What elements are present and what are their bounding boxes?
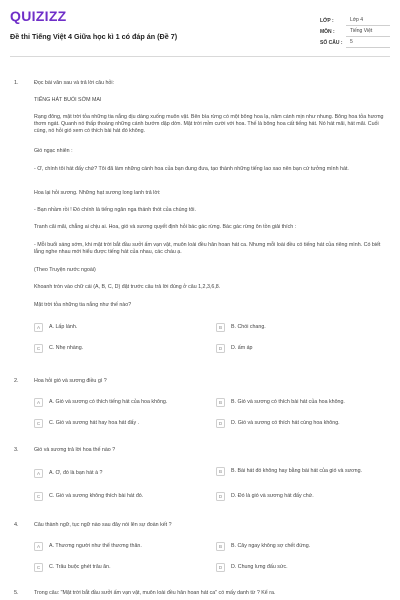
header-divider	[10, 56, 390, 57]
story-paragraph: - Bạn nhầm rồi ! Đó chính là tiếng ngân nga thánh thót của chúng tôi.	[34, 207, 196, 213]
question-number: 1.	[14, 80, 19, 86]
story-title: TIẾNG HÁT BUỔI SỚM MAI	[34, 97, 102, 103]
instructions: Khoanh tròn vào chữ cái (A, B, C, D) đặt trước câu trả lời đúng ở câu 1,2,3,6,8.	[34, 284, 221, 290]
option-text: C. Gió và sương hát hay hoa hát đấy .	[49, 420, 140, 426]
option-text: B. Bài hát đó không hay bằng bài hát của gió và sương.	[231, 468, 362, 474]
option-letter-box: B	[216, 398, 225, 407]
option-letter-box: C	[34, 419, 43, 428]
option-text: C. Trâu buộc ghét trâu ăn.	[49, 564, 111, 570]
option-text: D. Gió và sương có thích hát cùng hoa không.	[231, 420, 340, 426]
option-text: D. Chung lưng đấu sức.	[231, 564, 288, 570]
answer-option-b[interactable]	[216, 467, 390, 476]
option-letter-box: B	[216, 467, 225, 476]
answer-option-c[interactable]	[34, 563, 208, 572]
answer-option-d[interactable]	[216, 419, 390, 428]
option-text: A. Gió và sương có thích tiếng hát của hoa không.	[49, 399, 168, 405]
meta-row-count	[320, 37, 390, 48]
option-text: A. Thương người như thể thương thân.	[49, 543, 142, 549]
story-paragraph: Hoa lại hỏi sương. Những hạt sương long lanh trả lời:	[34, 190, 161, 196]
answer-option-a[interactable]	[34, 398, 208, 407]
answer-option-a[interactable]	[34, 469, 208, 478]
question-number: 2.	[14, 378, 19, 384]
option-letter-box: A	[34, 542, 43, 551]
answer-option-b[interactable]	[216, 323, 390, 332]
option-letter-box: D	[216, 419, 225, 428]
answer-option-c[interactable]	[34, 419, 208, 428]
answer-option-b[interactable]	[216, 398, 390, 407]
option-letter-box: D	[216, 563, 225, 572]
option-letter-box: A	[34, 323, 43, 332]
meta-key: MÔN :	[320, 28, 335, 35]
worksheet-header	[0, 0, 400, 50]
question-number: 5.	[14, 590, 19, 596]
story-paragraph: - Mỗi buổi sáng sớm, khi mặt trời bắt đầu sưởi ấm vạn vật, muôn loài đều hân hoan hát ca. Nhưng mỗi loài đều có tiếng hát của riêng mình. Có biết lắng nghe nhau mới hiểu được tiếng hát của nhau, các cháu ạ.	[34, 242, 381, 256]
answer-option-a[interactable]	[34, 542, 208, 551]
question-text: Gió và sương trả lời hoa thế nào ?	[34, 447, 116, 453]
option-letter-box: C	[34, 492, 43, 501]
option-letter-box: B	[216, 542, 225, 551]
option-text: D. Đó là gió và sương hát đấy chứ.	[231, 493, 314, 499]
answer-option-d[interactable]	[216, 492, 390, 501]
option-text: A. Ơ, đó là bạn hát à ?	[49, 470, 103, 476]
story-paragraph: Gió ngạc nhiên :	[34, 148, 73, 154]
question-text: Câu thành ngữ, tục ngữ nào sau đây nói lên sự đoàn kết ?	[34, 522, 172, 528]
option-letter-box: D	[216, 344, 225, 353]
quizizz-logo: QUIZIZZ	[10, 8, 67, 24]
question-number: 3.	[14, 447, 19, 453]
question-text: Hoa hỏi gió và sương điều gì ?	[34, 378, 107, 384]
option-text: A. Lấp lánh.	[49, 324, 78, 330]
option-text: D. ấm áp	[231, 345, 253, 351]
question-text: Trong câu: "Mặt trời bắt đầu sưởi ấm vạn vật, muôn loài đều hân hoan hát ca" có mấy danh từ ? Kể ra.	[34, 590, 276, 596]
option-letter-box: B	[216, 323, 225, 332]
option-text: C. Gió và sương không thích bài hát đó.	[49, 493, 144, 499]
option-text: B. Gió và sương có thích bài hát của hoa không.	[231, 399, 345, 405]
answer-option-d[interactable]	[216, 344, 390, 353]
option-letter-box: C	[34, 563, 43, 572]
story-paragraph: Tranh cãi mãi, chẳng ai chịu ai. Hoa, gió và sương quyết định hỏi bác gác rừng. Bác gác rừng ôn tồn giải thích :	[34, 224, 297, 230]
meta-value: Lớp 4	[346, 15, 390, 26]
meta-row-subject	[320, 26, 390, 37]
meta-value: 5	[346, 37, 390, 48]
option-letter-box: A	[34, 469, 43, 478]
option-text: C. Nhẹ nhàng.	[49, 345, 84, 351]
answer-option-b[interactable]	[216, 542, 390, 551]
meta-key: LỚP :	[320, 17, 334, 24]
question-text: Mặt trời tỏa những tia nắng như thế nào?	[34, 302, 132, 308]
answer-option-d[interactable]	[216, 563, 390, 572]
question-prompt: Đọc bài văn sau và trả lời câu hỏi:	[34, 80, 115, 86]
story-paragraph: Rạng đông, mặt trời tỏa những tia nắng dịu dàng xuống muôn vật. Bên bìa rừng có một bông hoa lạ, năm cánh mịn như nhung. Bông hoa tỏa hương thơm ngát. Quanh nó thấp thoáng những cánh bướm dập dờn. Mặt trời mỉm cười với hoa. Thế là bông hoa cất tiếng hát. Nó hát mãi, hát mãi. Cuối cùng, nó hỏi gió xem có thích bài hát đó không.	[34, 114, 384, 135]
option-letter-box: C	[34, 344, 43, 353]
worksheet-meta	[320, 15, 390, 48]
meta-row-class	[320, 15, 390, 26]
story-source: (Theo Truyện nước ngoài)	[34, 267, 96, 273]
answer-option-a[interactable]	[34, 323, 208, 332]
option-text: B. Chói chang.	[231, 324, 266, 330]
question-number: 4.	[14, 522, 19, 528]
document-title: Đề thi Tiếng Việt 4 Giữa học kì 1 có đáp án (Đề 7)	[10, 32, 178, 41]
option-text: B. Cây ngay không sợ chết đứng.	[231, 543, 311, 549]
answer-option-c[interactable]	[34, 492, 208, 501]
meta-value: Tiếng Việt	[346, 26, 390, 37]
answer-option-c[interactable]	[34, 344, 208, 353]
meta-key: SỐ CÂU :	[320, 39, 343, 46]
option-letter-box: D	[216, 492, 225, 501]
option-letter-box: A	[34, 398, 43, 407]
story-paragraph: - Ơ, chính tôi hát đấy chứ? Tôi đã làm những cánh hoa của bạn đung đưa, tạo thành những tiếng lao xao nên bạn cứ tưởng mình hát.	[34, 166, 349, 172]
